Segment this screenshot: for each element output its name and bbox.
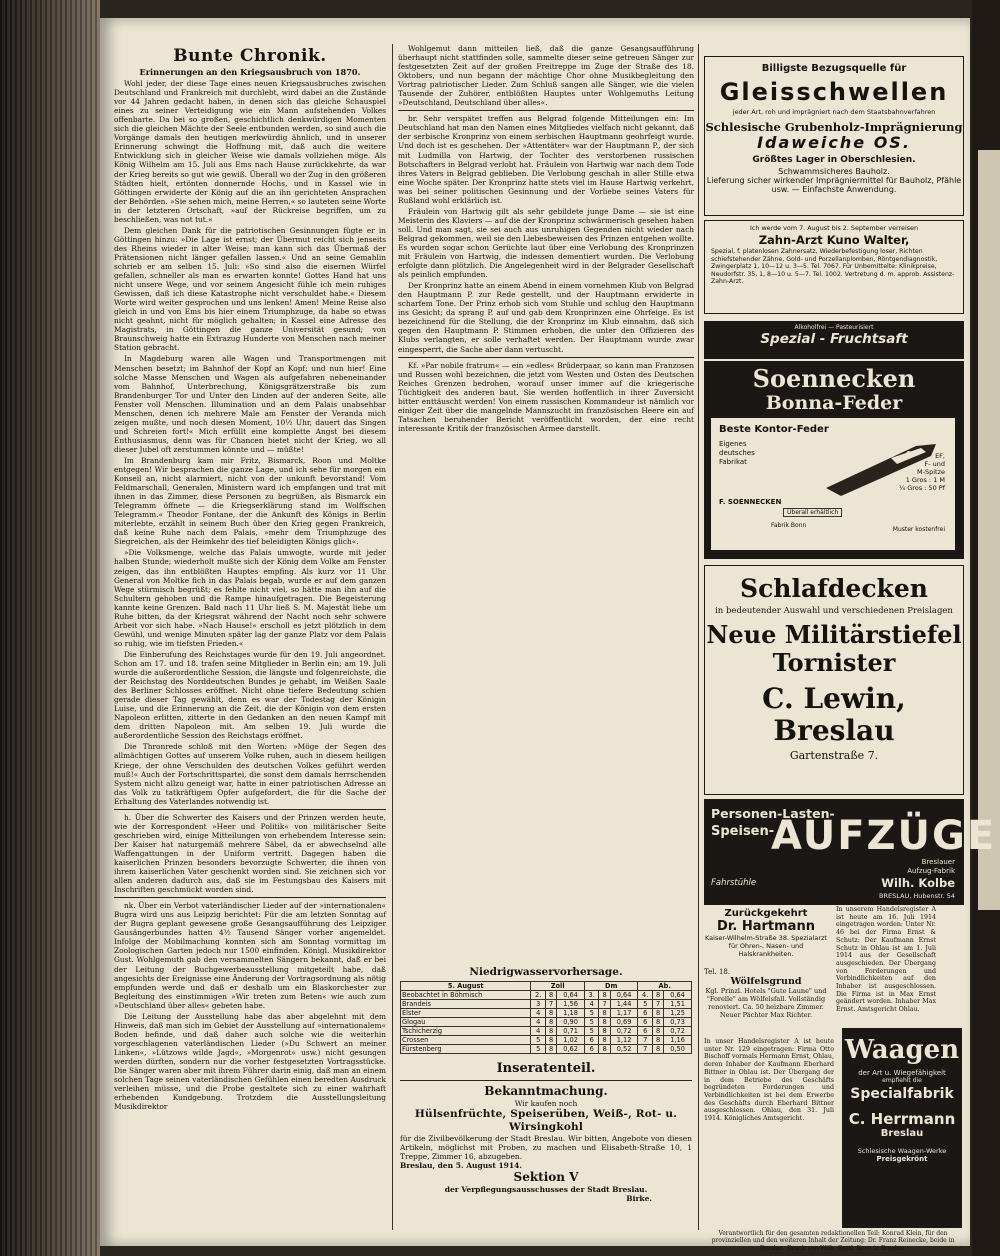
article-paragraph: nk. Über ein Verbot vaterländischer Lieder auf der »internationalen« Bugra wird uns aus Leipzig berichtet: Für die am letzten Sonntag auf der Bugra geplant gewesene große Gesangsaufführung des Leipziger Gausängerbundes hatten 4½ Tausend Sänger vorher angemeldet. Infolge der Mobilmachung konnten sich am Sonntag vormittag im Zoologischen Garten jedoch nur 1500 einfinden. Königl. Musikdirektor Gust. Wohlgemuth gab den versammelten Sängern bekannt, daß er bei der Leitung der Buchgewerbeausstellung mitgeteilt habe, daß angesichts der Ereignisse eine Änderung der Vortragsordnung als nötig empfunden werde und daß er deshalb um ein Blaskorchester zur Begleitung des einstimmigen »Wir treten zum Beten« wie auch zum »Deutschland über alles« gebeten habe.: [114, 901, 386, 1010]
ad-woelfelsgrund: [704, 968, 828, 1032]
ad-text: Zurückgekehrt: [724, 908, 808, 919]
ad-company: Schlesische Grubenholz-Imprägnierung: [705, 120, 963, 134]
ad-address: BRESLAU, Hubenstr. 54: [879, 892, 955, 900]
table-cell: 0,52: [610, 1045, 638, 1054]
table-cell: 0,50: [664, 1045, 692, 1054]
ad-company: C. Herrmann: [848, 1110, 956, 1128]
table-cell: 0,72: [610, 1027, 638, 1036]
table-cell: 8: [545, 1018, 556, 1027]
table-cell: Crossen: [401, 1036, 531, 1045]
table-cell: 8: [652, 991, 663, 1000]
water-forecast-table: [400, 981, 692, 1054]
notice-goods: Hülsenfrüchte, Speiserüben, Weiß-, Rot- u. Wirsingkohl: [414, 1108, 678, 1133]
table-cell: 8: [652, 1045, 663, 1054]
table-cell: 8: [545, 1027, 556, 1036]
ad-text: Breslauer Aufzug-Fabrik: [907, 858, 955, 875]
advertisement-section: [400, 1058, 692, 1203]
article-paragraph: Die Einberufung des Reichstages wurde für den 19. Juli angeordnet. Schon am 17. und 18. trafen seine Mitglieder in Berlin ein; am 19. Juli wurde die außerordentliche Session, die längste und folgenreichste, die der Reichstag des Norddeutschen Bundes je gehabt, im Weißen Saale des Berliner Schlosses eröffnet. Nicht ohne tiefere Bedeutung schien gerade dieser Tag gewählt, denn es war der Todestag der Königin Luise, und die Erinnerung an die Zeit, die der Königin von dem ersten Napoleon erlitten, zitterte in den Gedanken an den neuen Kampf mit dem dritten Napoleon mit. Am selben 19. Juli wurde die außerordentliche Session des Reichstags eröffnet.: [114, 649, 386, 741]
ad-text: Ich werde vom 7. August bis 2. September verreisen: [749, 224, 919, 232]
table-cell: 5: [531, 1045, 546, 1054]
section-title: Inseratenteil.: [496, 1061, 596, 1076]
table-row: [401, 1036, 692, 1045]
table-cell: Brandeis: [401, 1000, 531, 1009]
table-cell: 1,16: [664, 1036, 692, 1045]
table-cell: 0,90: [557, 1018, 585, 1027]
table-cell: 6: [638, 1027, 653, 1036]
table-cell: 8: [545, 1045, 556, 1054]
table-cell: 6: [638, 1018, 653, 1027]
notice-heading: Bekanntmachung.: [484, 1084, 608, 1098]
column-divider: [698, 44, 699, 1230]
ad-headline: Specialfabrik: [850, 1086, 954, 1102]
table-cell: 0,71: [557, 1027, 585, 1036]
table-cell: 1,18: [557, 1009, 585, 1018]
table-cell: 5: [584, 1018, 599, 1027]
table-cell: 1,12: [610, 1036, 638, 1045]
notice-text: für die Zivilbevölkerung der Stadt Breslau. Wir bitten, Angebote von diesen Artikeln, möglichst mit Proben, zu machen und Elisabeth-Straße 10, 1 Treppe, Zimmer 16, abzugeben.: [400, 1134, 692, 1161]
ad-headline: Dr. Hartmann: [717, 919, 815, 934]
ad-waagen: [842, 1028, 962, 1228]
ad-text: Muster kostenfrei: [892, 526, 945, 533]
ad-headline: Tornister: [772, 648, 896, 677]
table-row: [401, 1018, 692, 1027]
table-row: [401, 1027, 692, 1036]
table-row: [401, 1000, 692, 1009]
table-cell: Fürstenberg: [401, 1045, 531, 1054]
table-cell: 1,02: [557, 1036, 585, 1045]
table-cell: 0,72: [664, 1027, 692, 1036]
ad-headline: Spezial - Fruchtsaft: [760, 331, 908, 347]
ad-headline: Soennecken: [752, 364, 916, 393]
table-cell: 1,25: [664, 1009, 692, 1018]
ad-location: Breslau: [880, 1128, 924, 1139]
article-paragraph: Die Thronrede schloß mit den Worten: »Möge der Segen des allmächtigen Gottes auf unserem Volke ruhen, auch in diesem heiligen Kriege, der ohne Verschulden des deutschen Volkes geführt werden muß!« Auch der Fortschrittspartei, die sonst dem damals herrschenden System nicht allzu geneigt war, hatte in einer patriotischen Adresse an das Volk zu tatkräftigem Opfer aufgefordert, die für die Sache der Erhaltung des Vaterlandes notwendig ist.: [114, 742, 386, 806]
article-paragraph: Wohl jeder, der diese Tage eines neuen Kriegsausbruches zwischen Deutschland und Frankreich mit durchlebt, wird dabei an die Zustände vor 44 Jahren gedacht haben, in denen sich das gleiche Schauspiel eines zu seiner Verteidigung wie ein Mann aufstehenden Volkes offenbarte. Da bei so großen, geschichtlich denkwürdigen Momenten sich die gleichen Mächte der Seele entbunden werden, so sind auch die Vorgänge damals den heutigen merkwürdig ähnlich, und in unserer Erinnerung schwingt die Hoffnung mit, daß auch die weitere Entwicklung sich in gleicher Weise wie damals vollziehen möge. Als König Wilhelm am 15. Juli aus Ems nach Hause zurückkehrte, da war der Krieg bereits so gut wie gewiß. Überall wo der Zug in den größeren Städten hielt, ertönten donnernde Hochs, und in Kassel wie in Göttingen erwiderte der König auf die an ihn gerichteten Ansprachen der Behörden. »Sie sehen mich, meine Herren,« so lauteten seine Worte in der letzteren Ortschaft, »auf der Rückreise begriffen, um zu beschließen, was not tut.«: [114, 79, 386, 224]
ad-text: Speisen-: [711, 824, 775, 839]
table-cell: 8: [652, 1009, 663, 1018]
table-cell: Tschicherzig: [401, 1027, 531, 1036]
table-cell: 5: [531, 1036, 546, 1045]
table-cell: 8: [599, 1036, 610, 1045]
table-cell: 8: [599, 1027, 610, 1036]
article-paragraph: Der Kronprinz hatte an einem Abend in einem vornehmen Klub von Belgrad den Hauptmann P. zur Rede gestellt, und der Hauptmann erwiderte in scharfem Tone. Der Prinz erhob sich vom Stuhle und schlug den Hauptmann ins Gesicht; da sprang P. auf und gab dem Kronprinzen eine Ohrfeige. Es ist bezeichnend für die Stellung, die der Kronprinz im Klub einnahm, daß sich gegen den Hauptmann P. Stimmen erhoben, die unter den Offizieren des Klubs verlangten, er solle verhaftet werden. Der Hauptmann wurde zwar eingesperrt, die Sache aber dann vertuscht.: [398, 281, 694, 354]
table-cell: 0,73: [664, 1018, 692, 1027]
table-cell: 1,51: [664, 1000, 692, 1009]
table-cell: 7: [652, 1000, 663, 1009]
table-cell: 8: [652, 1027, 663, 1036]
ad-text: Überall erhältlich: [783, 508, 842, 517]
ad-headline: Zahn-Arzt Kuno Walter,: [758, 233, 910, 247]
ad-company: Wilh. Kolbe: [881, 876, 955, 890]
column-continued: [398, 44, 694, 949]
table-cell: 5: [584, 1027, 599, 1036]
ad-location: Idaweiche OS.: [757, 133, 911, 152]
table-header: 5. August: [401, 982, 531, 991]
table-cell: 2.: [531, 991, 546, 1000]
article-paragraph: In Magdeburg waren alle Wagen und Transportmengen mit Menschen besetzt; im Bahnhof der Kopf an Kopf; und nun hier! Eine solche Masse Menschen und Wagen als aufgefahren nebeneinander vom Bahnhof, Unterbrechung, Königsgrätzerstraße bis zum Brandenburger Tor und Unter den Linden auf der anderen Seite, alle Fenster voll Menschen. Illumination und an dem Palais unabsehbar Menschen, denen ich mehrere Male am Fenster der Veranda mich zeigen mußte, und noch diesen Moment, 10½ Uhr, dauert das Singen und Schreien fort!« Mich erfüllt eine komplette Angst bei diesem Enthusiasmus, denn was für Chancen bietet nicht der Krieg, wo all dieser Jubel oft zerstummen könnte und — müßte!: [114, 354, 386, 454]
table-cell: 5: [638, 1000, 653, 1009]
table-cell: 3: [531, 1000, 546, 1009]
table-cell: 4: [584, 1000, 599, 1009]
ad-company: C. Lewin, Breslau: [762, 682, 906, 747]
table-cell: 8: [545, 1009, 556, 1018]
ad-text: Personen-Lasten-: [711, 806, 835, 821]
divider: [398, 357, 694, 358]
notice-sub: Wir kaufen noch: [514, 1099, 578, 1108]
ad-text: jeder Art, roh und imprägniert nach dem Staatsbahnverfahren: [732, 108, 936, 116]
table-cell: 6: [584, 1036, 599, 1045]
article-paragraph: Fräulein von Hartwig gilt als sehr gebildete junge Dame — sie ist eine Meisterin des Klaviers — auf die der Kronprinz schwärmerisch gesehen haben soll. Und man sagt, sie sei auch aus unruhigen Gegenden nicht wieder nach Belgrad gekommen, weil sie den Liebesbeweisen des Prinzen entgehen wollte. Es wurden sogar schon Gerüchte laut über eine Verlobung des Kronprinzen mit Fräulein von Hartwig, die indessen dementiert wurden. Die Verlobung erfolgte dann plötzlich. Die Angelegenheit wird in der Belgrader Gesellschaft als peinlich empfunden.: [398, 206, 694, 280]
table-row: [401, 1045, 692, 1054]
ad-headline: Gleisschwellen: [719, 78, 949, 106]
divider: [398, 110, 694, 111]
divider: [400, 1080, 692, 1081]
water-forecast-title: Niedrigwasservorhersage.: [469, 966, 623, 978]
ad-text: Lieferung sicher wirkender Imprägniermittel für Bauholz, Pfähle usw. — Einfachste Anwendung.: [706, 176, 962, 194]
table-cell: 4: [531, 1009, 546, 1018]
divider: [114, 809, 386, 810]
table-cell: 7: [545, 1000, 556, 1009]
ad-text: Spezial, f. platenlosen Zahnersatz, Wiederbefestigung loser, Richten schiefstehender Zähne, Gold- und Porzellanplomben, Röntgendiagnostik, Zwingerplatz 1, 10—12 u. 3—5. Tel. 7067. Für Unbemittelte: Klinikpreise, Neudorfstr. 35, 1, 8—10 u. 5—7. Tel. 1002. Vertretung d. m. approb. Assistenz-Zahn-Arzt.: [711, 248, 955, 286]
ad-text: Fabrik Bonn: [771, 522, 807, 529]
notice-committee: der Verpflegungsausschusses der Stadt Breslau.: [444, 1185, 648, 1194]
table-cell: 0,62: [557, 1045, 585, 1054]
table-cell: 8: [599, 1009, 610, 1018]
ad-text: Schlesische Waagen-Werke: [857, 1147, 947, 1155]
article-paragraph: Dem gleichen Dank für die patriotischen Gesinnungen fügte er in Göttingen hinzu: »Die Lage ist ernst; der Übermut reicht sich jenseits des Rheins wieder in alter Weise; man kann sich das Übermaß der Prätensionen nicht länger gefallen lassen.« Und an seine Gemahlin schrieb er am selben 15. Juli: »So sind also die eisernen Würfel gefallen, schneller als man es erwarten konnte! Gottes Hand hat uns nicht unsere Wege, und vor seinem Angesicht fühle ich mein ruhiges Gewissen, daß ich diese Katastrophe nicht verschuldet habe.« Diesem Worte wird weiter gesprochen und uns lenken! Amen! Meine Reise also gleich in und von Ems bis hier einem Triumphzuge, da habe so etwas nicht geahnt, nicht für möglich gehalten; in Kassel eine Adresse des Magistrats, in Göttingen die ganze Universität gesund; von Braunschweig hatte ein Extrazug Hunderte von Menschen nach meiner Station gebracht.: [114, 225, 386, 353]
table-cell: 7: [599, 1000, 610, 1009]
ad-text: Kgl. Prinzl. Hotels "Gute Laune" und "Forelle" am Wölfelsfall. Vollständig renoviert. Ca. 50 heizbare Zimmer. Neuer Pächter Max Richter.: [705, 987, 827, 1019]
table-row: [401, 1009, 692, 1018]
column-title: Bunte Chronik.: [173, 46, 327, 66]
ad-text: Fahrstühle: [711, 878, 757, 888]
article-paragraph: Im Brandenburg kam mir Fritz, Bismarck, Roon und Moltke entgegen! Wir besprachen die ganze Lage, und ich sehe für morgen ein Konseil an, nicht alarmiert, nicht von der unkunft bevorstand! Vom Feldmarschall, Generalen, Ministern ward ich empfangen und trat mit ihnen in das Zimmer, diese Personen zu begrüßen, als Bismarck ein Telegramm öffnete — die Kriegserklärung stand im Wolffschen Telegramm.« Theodor Fontane, der die Ankunft des Königs in Berlin miterlebte, erzählt in seinem Buch über den Krieg gegen Frankreich, daß keine Ruhe nach dem Palais, »mehr dem Triumphzuge des Siegreichen, als der Heimkehr des tief beleidigten Königs glich«.: [114, 455, 386, 547]
ad-text: Eigenes deutsches Fabrikat: [719, 440, 755, 466]
ad-text: Beste Kontor-Feder: [719, 424, 829, 435]
table-header: Dm: [584, 982, 638, 991]
ad-text: Tel. 18.: [704, 968, 731, 976]
ad-text: in bedeutender Auswahl und verschiedenen Preislagen: [715, 606, 953, 616]
table-cell: 8: [545, 991, 556, 1000]
article-paragraph: Die Leitung der Ausstellung habe das aber abgelehnt mit dem Hinweis, daß man sich im Gebiet der Ausstellung auf »internationalem« Boden befinde, und daß daher auch solche wie die weiterhin vorgeschlagenen vaterländischen Lieder (»Du Schwert an meiner Linken«, »Lützows wilde Jagd«, »Morgenrot« usw.) nicht gesungen werden dürften, sondern nur die vorher festgesetzten Vortragsstücke. Die Sänger waren aber mit ihrem Führer darin einig, daß man an einem solchen Tage seinen vaterländischen Gefühlen einen beredten Ausdruck verleihen müsse, und die Probe gestaltete sich zu einer wahrhaft erhebenden Kundgebung. Trotzdem die Ausstellungsleitung Musikdirektor: [114, 1011, 386, 1112]
ad-text: der Art u. Wiegefähigkeit: [858, 1069, 946, 1077]
ad-headline: Schlafdecken: [740, 574, 928, 603]
table-header: Ab.: [638, 982, 692, 991]
ad-text: Preisgekrönt: [876, 1155, 928, 1163]
table-cell: 8: [599, 1045, 610, 1054]
table-cell: Elster: [401, 1009, 531, 1018]
handelsregister-notice: In unserem Handelsregister A ist heute am 16. Juli 1914 eingetragen worden: Unter Nr. 46 bei der Firma Ernst & Schutz: Der Kaufmann Ernst Schutz in Ohlau ist am 1. Juli 1914 aus der Gesellschaft ausgeschieden. Der Übergang von Forderungen und Verbindlichkeiten auf den Inhaber ist ausgeschlossen. Die Firma ist in Max Ernst geändert worden. Inhaber Max Ernst. Amtsgericht Ohlau.: [836, 906, 936, 1014]
ad-headline: Wölfelsgrund: [730, 976, 802, 987]
article-paragraph: »Die Volksmenge, welche das Palais umwogte, wurde mit jeder halben Stunde; wiederholt mußte sich der König dem Volke am Fenster zeigen, das ihn entblößten Hauptes empfing. Als kurz vor 11 Uhr General von Moltke fich in das Palais begab, wurde er auf dem ganzen Wege stürmisch begrüßt; es fehlte nicht viel, so hätte man ihn auf die Schultern gehoben und die Rampe hinaufgetragen. Die Begeisterung kannte keine Grenzen. Bald nach 11 Uhr ließ S. M. Majestät liebe um Ruhe bitten, da der Kriegsrat während der Nacht noch sehr schwere Arbeit vor sich habe. »Nach Hause!« erscholl es jetzt plötzlich in dem Gewühl, und wenige Minuten später lag der ganze Platz vor dem Palais so ruhig, wie im tiefsten Frieden.«: [114, 548, 386, 648]
ad-gleisschwellen: [704, 56, 964, 216]
table-cell: 6: [638, 1009, 653, 1018]
newspaper-page: [100, 18, 997, 1252]
table-cell: 7: [638, 1045, 653, 1054]
table-cell: 5: [584, 1009, 599, 1018]
table-cell: 8: [545, 1036, 556, 1045]
table-cell: 8: [599, 991, 610, 1000]
divider: [114, 897, 386, 898]
table-header: Zoll: [531, 982, 585, 991]
table-cell: 6: [584, 1045, 599, 1054]
table-cell: 0,64: [610, 991, 638, 1000]
table-cell: 4: [531, 1027, 546, 1036]
table-header-row: [401, 982, 692, 991]
table-cell: 3.: [584, 991, 599, 1000]
table-cell: 7: [638, 1036, 653, 1045]
column-bunte-chronik: [114, 44, 386, 1204]
ad-text: Schwammsicheres Bauholz.: [778, 167, 890, 176]
article-paragraph: br. Sehr verspätet treffen aus Belgrad folgende Mitteilungen ein: Im Deutschland hat man den Namen eines Mitgliedes vielfach nicht gekannt, daß der serbische Kronprinz von einem serbischen Hauptmann geohrfeigt wurde. Und doch ist es geschehen. Der »Attentäter« war der Hauptmann P., der sich mit Ludmilla von Hartwig, der Tochter des verstorbenen russischen Botschafters in Belgrad verlobt hat. Fräulein von Hartwig war nach dem Tode ihres Vaters in Belgrad geblieben. Die Verlobung geschah in aller Stille etwa eine Woche später. Der Kronprinz hatte stets viel im Hause Hartwig verkehrt, was bei seiner politischen Gesinnung und der Vorliebe seines Vaters für Rußland wohl erklärlich ist.: [398, 114, 694, 205]
table-cell: 1,17: [610, 1009, 638, 1018]
ad-hartmann: [704, 908, 828, 964]
ad-text: EF, F- und M-Spitze 1 Gros : 1 M ¼ Gros : 50 Pf: [898, 452, 945, 492]
table-row: [401, 991, 692, 1000]
ad-text: Billigste Bezugsquelle für: [761, 63, 907, 74]
table-cell: 0,64: [557, 991, 585, 1000]
notice-section: Sektion V: [513, 1170, 579, 1184]
table-cell: 8: [652, 1036, 663, 1045]
ad-text: Größtes Lager in Oberschlesien.: [752, 155, 916, 165]
notice-date: Breslau, den 5. August 1914.: [400, 1161, 522, 1170]
table-cell: 1,56: [557, 1000, 585, 1009]
table-cell: 0,69: [610, 1018, 638, 1027]
ad-spezial: [704, 321, 964, 359]
ad-aufzuege: [704, 799, 997, 905]
ad-text: empfiehlt die: [882, 1077, 922, 1084]
column-divider: [392, 44, 393, 1230]
table-cell: 1,44: [610, 1000, 638, 1009]
table-cell: 0,64: [664, 991, 692, 1000]
column-subtitle: Erinnerungen an den Kriegsausbruch von 1870.: [139, 67, 361, 77]
handelsregister-notice: In unser Handelsregister A ist heute unter Nr. 129 eingetragen: Firma Otto Bischoff vormals Hermann Ernst, Ohlau, deren Inhaber der Kaufmann Eberhard Bittner in Ohlau ist. Der Übergang der in dem Betriebe des Geschäfts begründeten Forderungen und Verbindlichkeiten ist bei dem Erwerbe des Geschäfts durch Eberhard Bittner ausgeschlossen. Ohlau, den 31. Juli 1914. Königliches Amtsgericht.: [704, 1038, 834, 1123]
ad-text: Alkoholfrei — Pasteurisiert: [794, 324, 874, 331]
table-cell: 4.: [638, 991, 653, 1000]
ad-address: Gartenstraße 7.: [789, 749, 879, 762]
ad-headline: Bonna-Feder: [765, 392, 903, 414]
table-cell: Glogau: [401, 1018, 531, 1027]
table-cell: Beobachtet in Böhmisch: [401, 991, 531, 1000]
ad-lewin: [704, 565, 964, 795]
ad-text: F. SOENNECKEN: [719, 498, 782, 506]
article-paragraph: h. Über die Schwerter des Kaisers und der Prinzen werden heute, wie der Korrespondent »Heer und Politik« von militärischer Seite geschrieben wird, einige Mitteilungen von erhebendem Interesse sein: Der Kaiser hat naturgemäß mehrere Säbel, da er abwechselnd alle Waffengattungen in der Uniform vertritt. Dagegen haben die kaiserlichen Prinzen besonders bevorzugte Schwerter, die ihnen von ihrem kaiserlichen Vater geschenkt worden sind. Sie zeichnen sich vor allen anderen dadurch aus, daß sie im Festungsbau des Kaisers mit Inschriften geschmückt worden sind.: [114, 812, 386, 895]
ad-headline: Neue Militärstiefel: [706, 620, 962, 649]
article-paragraph: Kf. »Par nobile fratrum« — ein »edles« Brüderpaar, so kann man Franzosen und Russen wohl bezeichnen, die jetzt vom Westen und Osten des Deutschen Reiches Grenzen bedrohen, worauf unser immer auf die kriegerische Tüchtigkeit des anderen baut. Sie werden hoffentlich in ihrer Zuversicht bitter enttäuscht werden! Von einem russischen Kommandeur ist nämlich vor einiger Zeit über die mangelnde Mannszucht im französischen Heere ein auf Tatsachen beruhender Bericht veröffentlicht worden, der eine recht interessante Kritik der französischen Armee darstellt.: [398, 360, 694, 433]
article-paragraph: Wohlgemut dann mitteilen ließ, daß die ganze Gesangsaufführung überhaupt nicht stattfinden solle, sammelte dieser seine getreuen Sänger zur festgesetzten Zeit auf der großen Freitreppe im Zuge der Straße des 18. Oktobers, und nun begann der mächtige Chor ohne Musikbegleitung den Vortrag patriotischer Lieder. Zum Schluß sangen alle Sänger, wie die vielen Tausende der Zuhörer, entblößten Hauptes unter Wohlgemuths Leitung »Deutschland, Deutschland über alles«.: [398, 44, 694, 108]
ad-headline: AUFZÜGE: [771, 813, 997, 859]
book-spine: [0, 0, 100, 1256]
table-cell: 4: [531, 1018, 546, 1027]
table-cell: 8: [599, 1018, 610, 1027]
page-edge-right: [972, 0, 1000, 1256]
ad-soennecken: [704, 361, 964, 559]
ad-text: Kaiser-Wilhelm-Straße 38. Spezialarzt für Ohren-, Nasen- und Halskrankheiten.: [705, 934, 827, 958]
notice-signature: Birke.: [626, 1194, 652, 1203]
imprint-footer: Verantwortlich für den gesamten redaktionellen Teil: Konrad Klein, für den provinziellen und den weiteren Inhalt der Zeitung: Dr. Franz Reinecke, beide in Breslau. Druck von Wilh. Gottl. Korn in Breslau.: [711, 1230, 955, 1252]
ad-zahnarzt: [704, 220, 964, 314]
table-cell: 8: [652, 1018, 663, 1027]
ad-headline: Waagen: [844, 1035, 960, 1065]
